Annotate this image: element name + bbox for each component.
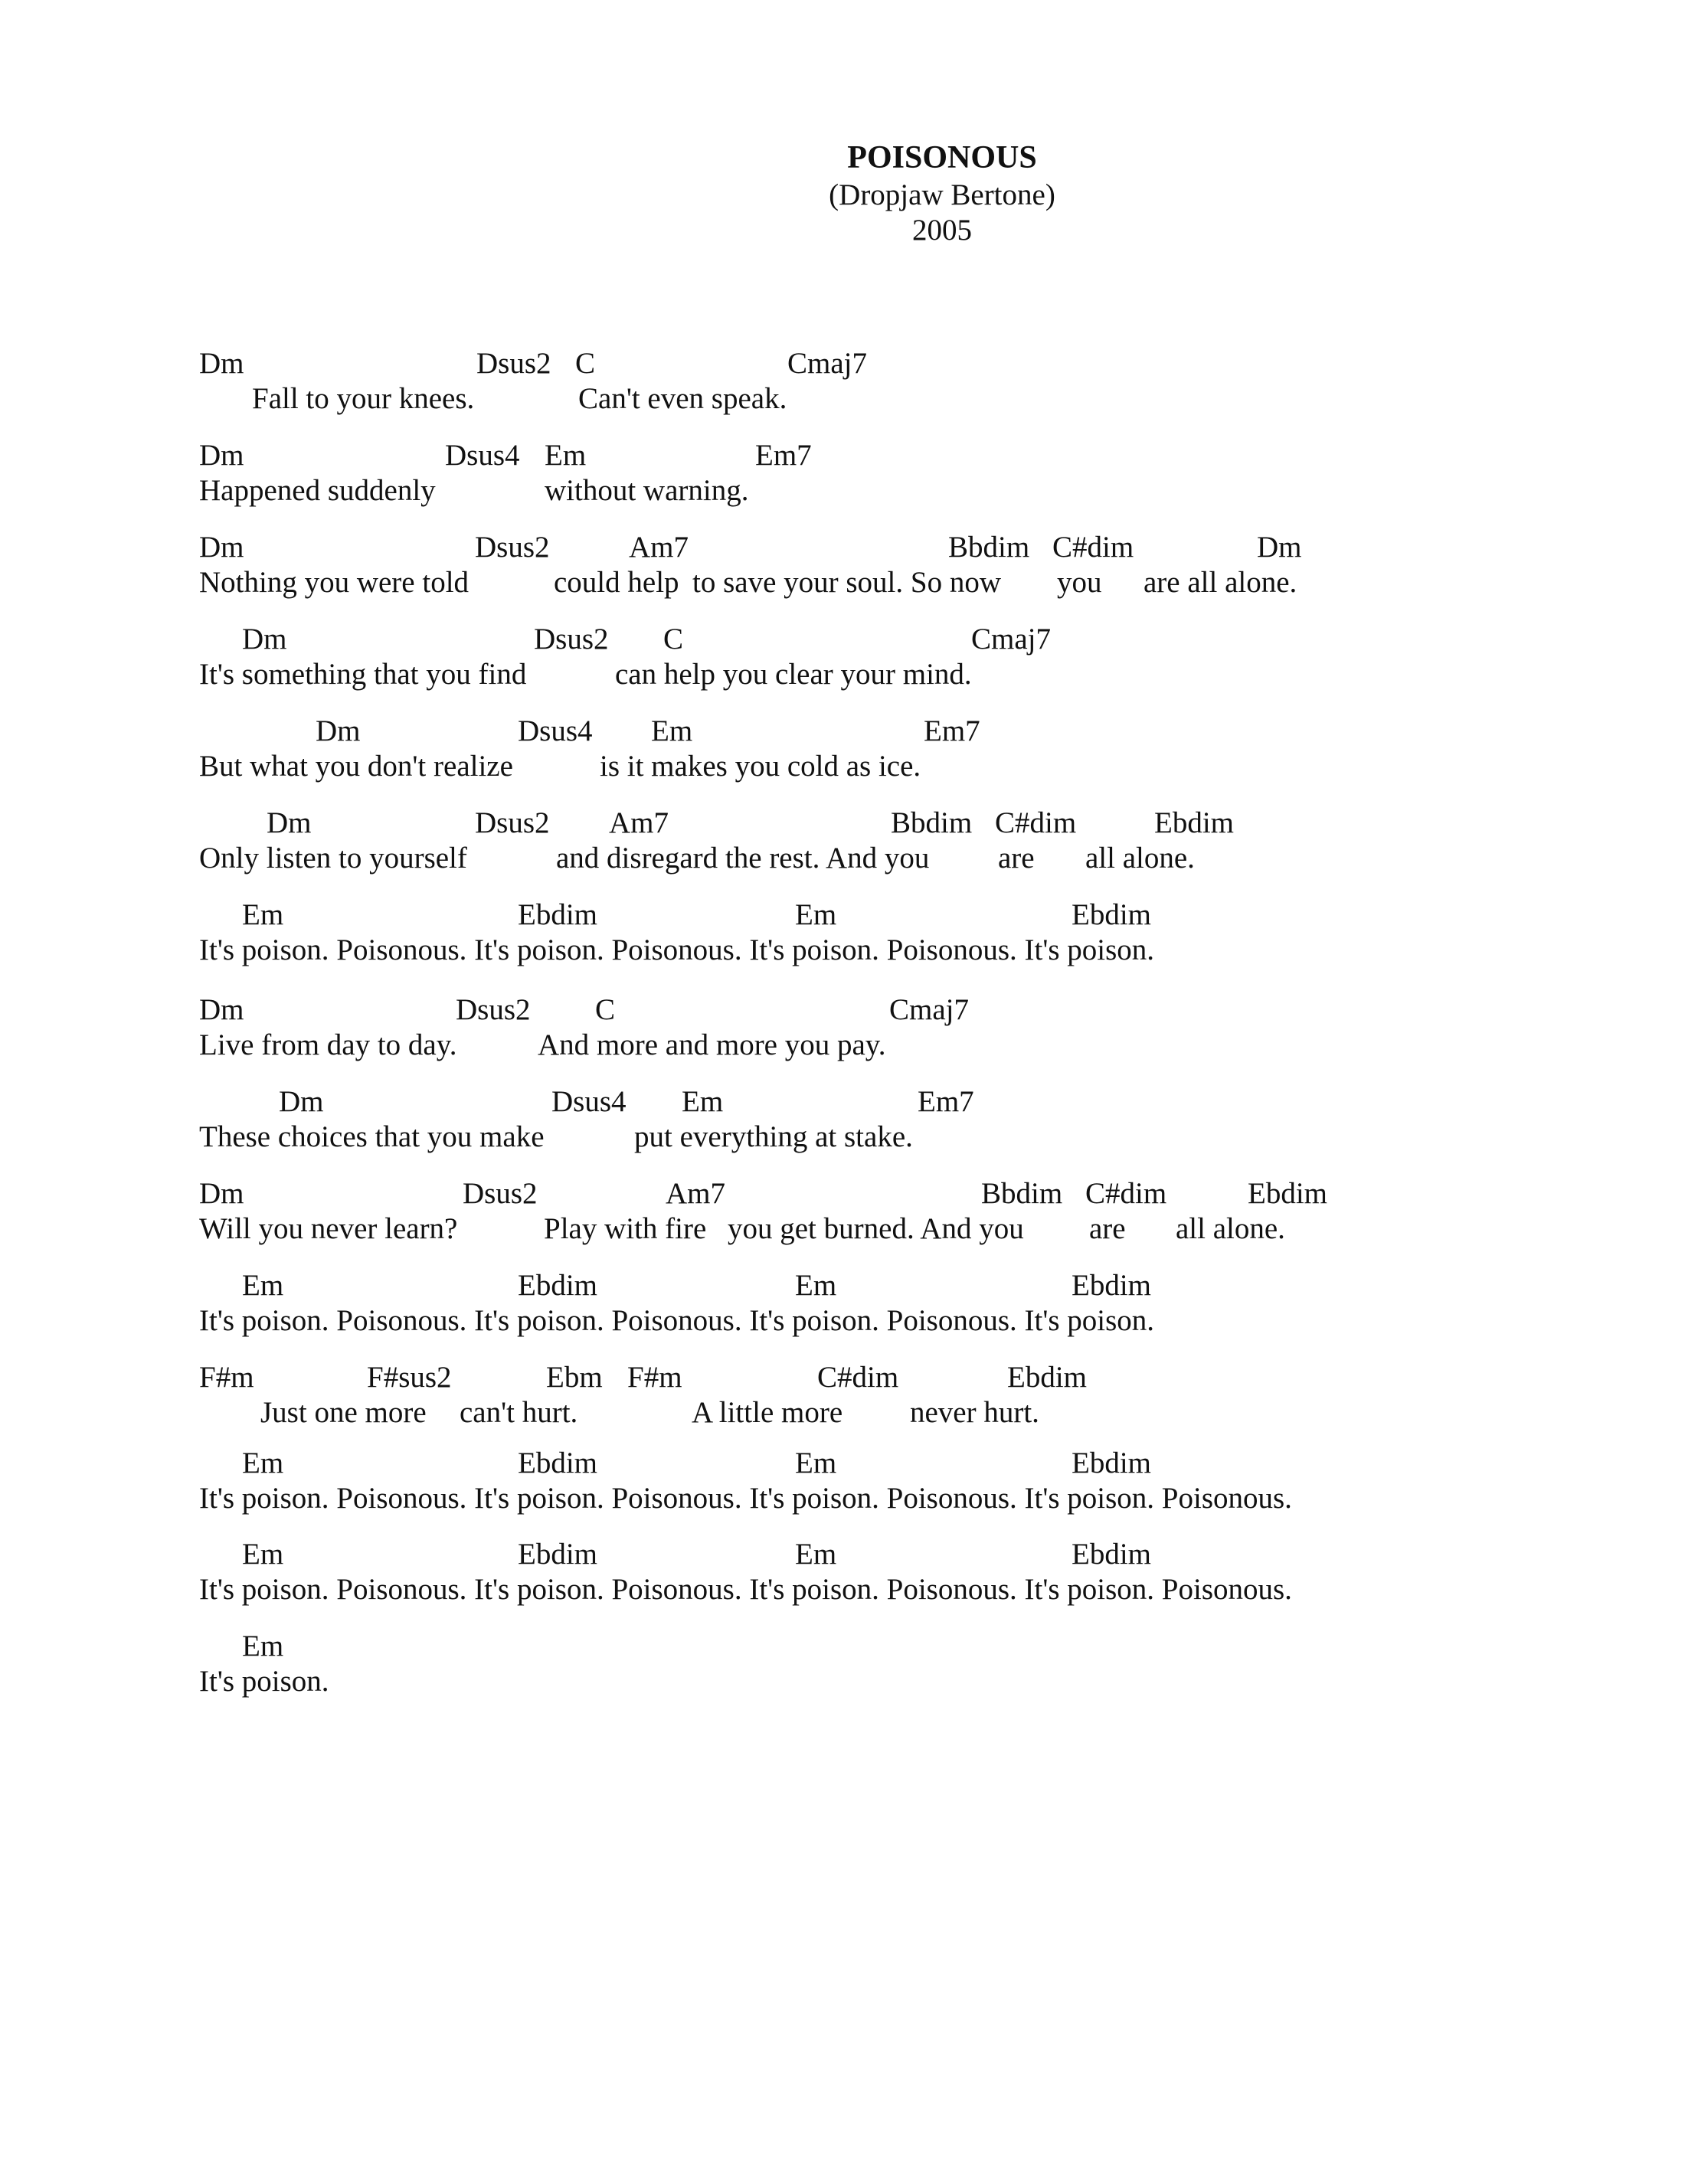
chord-line	[0, 1084, 1685, 1120]
lyric-line	[0, 841, 1685, 876]
lyric-text: It's poison. Poisonous. It's poison. Poisonous. It's poison. Poisonous. It's poison. Poisonous.	[199, 1573, 1292, 1606]
chord-line	[0, 346, 1685, 381]
chord-symbol: Ebdim	[518, 1269, 597, 1302]
lyric-text: you	[1057, 566, 1102, 599]
lyric-text: Live from day to day.	[199, 1028, 457, 1061]
chord-symbol: Dm	[279, 1085, 324, 1118]
chord-symbol: Bbdim	[948, 531, 1030, 564]
chord-line	[0, 1360, 1685, 1395]
chord-symbol: Dsus2	[475, 806, 550, 839]
chord-symbol: Em	[682, 1085, 724, 1118]
chord-line	[0, 992, 1685, 1028]
chord-symbol: Dsus2	[476, 347, 551, 380]
chord-symbol: Ebdim	[518, 898, 597, 931]
chord-symbol: Dm	[267, 806, 312, 839]
lyric-text: are all alone.	[1144, 566, 1297, 599]
chord-symbol: Ebdim	[1072, 1269, 1151, 1302]
lyric-line	[0, 749, 1685, 784]
lyric-line	[0, 1664, 1685, 1699]
chord-symbol: Dm	[316, 714, 361, 747]
lyric-text: Fall to your knees.	[252, 382, 475, 415]
chord-symbol: Em	[795, 1447, 837, 1479]
lyric-line	[0, 1395, 1685, 1430]
lyric-line	[0, 657, 1685, 692]
chord-symbol: Em	[242, 1538, 284, 1571]
chord-symbol: Ebdim	[518, 1538, 597, 1571]
lyric-text: It's something that you find	[199, 658, 527, 691]
song-title: POISONOUS	[847, 140, 1037, 175]
chord-symbol: Dm	[199, 439, 244, 472]
chord-symbol: Am7	[629, 531, 689, 564]
chord-symbol: Em	[795, 898, 837, 931]
chord-symbol: Dsus4	[445, 439, 520, 472]
lyric-text: And more and more you pay.	[538, 1028, 886, 1061]
lyric-line	[0, 1572, 1685, 1607]
chord-line	[0, 622, 1685, 657]
chord-symbol: F#sus2	[367, 1361, 452, 1394]
chord-line	[0, 897, 1685, 933]
chord-symbol: Ebdim	[1072, 898, 1151, 931]
chord-symbol: Ebdim	[1248, 1177, 1327, 1210]
lyric-line	[0, 473, 1685, 508]
chord-symbol: C	[595, 993, 616, 1026]
chord-symbol: C	[575, 347, 596, 380]
chord-symbol: Bbdim	[891, 806, 973, 839]
chord-symbol: Em	[545, 439, 587, 472]
lyric-text: you get burned. And you	[728, 1212, 1024, 1245]
chord-symbol: Am7	[666, 1177, 725, 1210]
chord-symbol: Ebdim	[518, 1447, 597, 1479]
chord-symbol: F#m	[199, 1361, 254, 1394]
chord-symbol: Dm	[199, 993, 244, 1026]
chord-symbol: Ebdim	[1072, 1538, 1151, 1571]
lyric-text: Only listen to yourself	[199, 842, 467, 875]
chord-symbol: C#dim	[1052, 531, 1134, 564]
chord-symbol: Cmaj7	[889, 993, 969, 1026]
chord-symbol: C#dim	[995, 806, 1077, 839]
lyric-text: all alone.	[1085, 842, 1195, 875]
song-artist: (Dropjaw Bertone)	[829, 178, 1055, 211]
lyric-text: It's poison. Poisonous. It's poison. Poisonous. It's poison. Poisonous. It's poison.	[199, 933, 1155, 966]
chord-symbol: F#m	[627, 1361, 682, 1394]
chord-symbol: Cmaj7	[971, 623, 1051, 656]
lyric-text: can help you clear your mind.	[615, 658, 972, 691]
lyric-text: Will you never learn?	[199, 1212, 458, 1245]
lyric-text: to save your soul. So now	[692, 566, 1001, 599]
chord-symbol: Em	[242, 898, 284, 931]
lyric-text: It's poison.	[199, 1665, 329, 1698]
lyric-text: Just one more	[260, 1396, 427, 1429]
lyric-text: and disregard the rest. And you	[556, 842, 930, 875]
lyric-line	[0, 1303, 1685, 1339]
lyric-line	[0, 933, 1685, 968]
chord-symbol: Ebdim	[1072, 1447, 1151, 1479]
lyric-text: never hurt.	[910, 1396, 1039, 1429]
lyric-text: It's poison. Poisonous. It's poison. Poisonous. It's poison. Poisonous. It's poison.	[199, 1304, 1155, 1337]
chord-symbol: Em	[242, 1630, 284, 1663]
chord-symbol: Dsus2	[534, 623, 609, 656]
chord-symbol: Em	[795, 1269, 837, 1302]
chord-symbol: Em	[242, 1447, 284, 1479]
chord-symbol: C#dim	[1085, 1177, 1167, 1210]
lyric-line	[0, 1481, 1685, 1516]
chord-line	[0, 438, 1685, 473]
chord-symbol: Em7	[755, 439, 812, 472]
chord-symbol: Dsus4	[518, 714, 593, 747]
chord-symbol: Cmaj7	[787, 347, 867, 380]
chord-symbol: Em	[795, 1538, 837, 1571]
chord-line	[0, 1537, 1685, 1572]
chord-symbol: C#dim	[817, 1361, 899, 1394]
lyric-text: Play with fire	[544, 1212, 707, 1245]
chord-symbol: Dm	[199, 347, 244, 380]
lyric-text: put everything at stake.	[634, 1120, 913, 1153]
chord-symbol: Dm	[1257, 531, 1302, 564]
lyric-text: are	[998, 842, 1035, 875]
lyric-text: But what you don't realize	[199, 750, 513, 783]
song-year: 2005	[912, 214, 972, 247]
lyric-text: without warning.	[545, 474, 749, 507]
lyric-text: Can't even speak.	[578, 382, 787, 415]
lyric-line	[0, 1211, 1685, 1247]
chord-symbol: Ebdim	[1007, 1361, 1087, 1394]
chord-line	[0, 1176, 1685, 1211]
lyric-text: Happened suddenly	[199, 474, 436, 507]
chord-line	[0, 806, 1685, 841]
lyric-text: A little more	[692, 1396, 843, 1429]
chord-symbol: Em7	[924, 714, 980, 747]
chord-symbol: Em	[651, 714, 693, 747]
lyric-line	[0, 565, 1685, 600]
chord-symbol: Dsus2	[456, 993, 531, 1026]
lyric-line	[0, 1120, 1685, 1155]
lyric-line	[0, 1028, 1685, 1063]
chord-symbol: Dm	[199, 1177, 244, 1210]
chord-symbol: C	[663, 623, 684, 656]
chord-symbol: Dsus2	[475, 531, 550, 564]
chord-symbol: Dsus4	[551, 1085, 627, 1118]
chord-line	[0, 714, 1685, 749]
chord-symbol: Dm	[199, 531, 244, 564]
chord-symbol: Ebm	[546, 1361, 603, 1394]
lyric-line	[0, 381, 1685, 417]
chord-symbol: Ebdim	[1154, 806, 1234, 839]
lyric-text: is it makes you cold as ice.	[600, 750, 921, 783]
chord-symbol: Am7	[609, 806, 669, 839]
lyric-text: can't hurt.	[460, 1396, 578, 1429]
chord-line	[0, 530, 1685, 565]
lyric-text: Nothing you were told	[199, 566, 470, 599]
chord-symbol: Em7	[918, 1085, 974, 1118]
chord-line	[0, 1446, 1685, 1481]
chord-symbol: Bbdim	[981, 1177, 1063, 1210]
lyric-text: all alone.	[1176, 1212, 1285, 1245]
chord-symbol: Dm	[242, 623, 287, 656]
lyric-text: It's poison. Poisonous. It's poison. Poisonous. It's poison. Poisonous. It's poison. Poisonous.	[199, 1482, 1292, 1515]
lyric-text: These choices that you make	[199, 1120, 545, 1153]
lyric-text: could help	[554, 566, 679, 599]
chord-symbol: Em	[242, 1269, 284, 1302]
chord-line	[0, 1268, 1685, 1303]
chord-symbol: Dsus2	[463, 1177, 538, 1210]
chord-line	[0, 1629, 1685, 1664]
lyric-text: are	[1089, 1212, 1126, 1245]
